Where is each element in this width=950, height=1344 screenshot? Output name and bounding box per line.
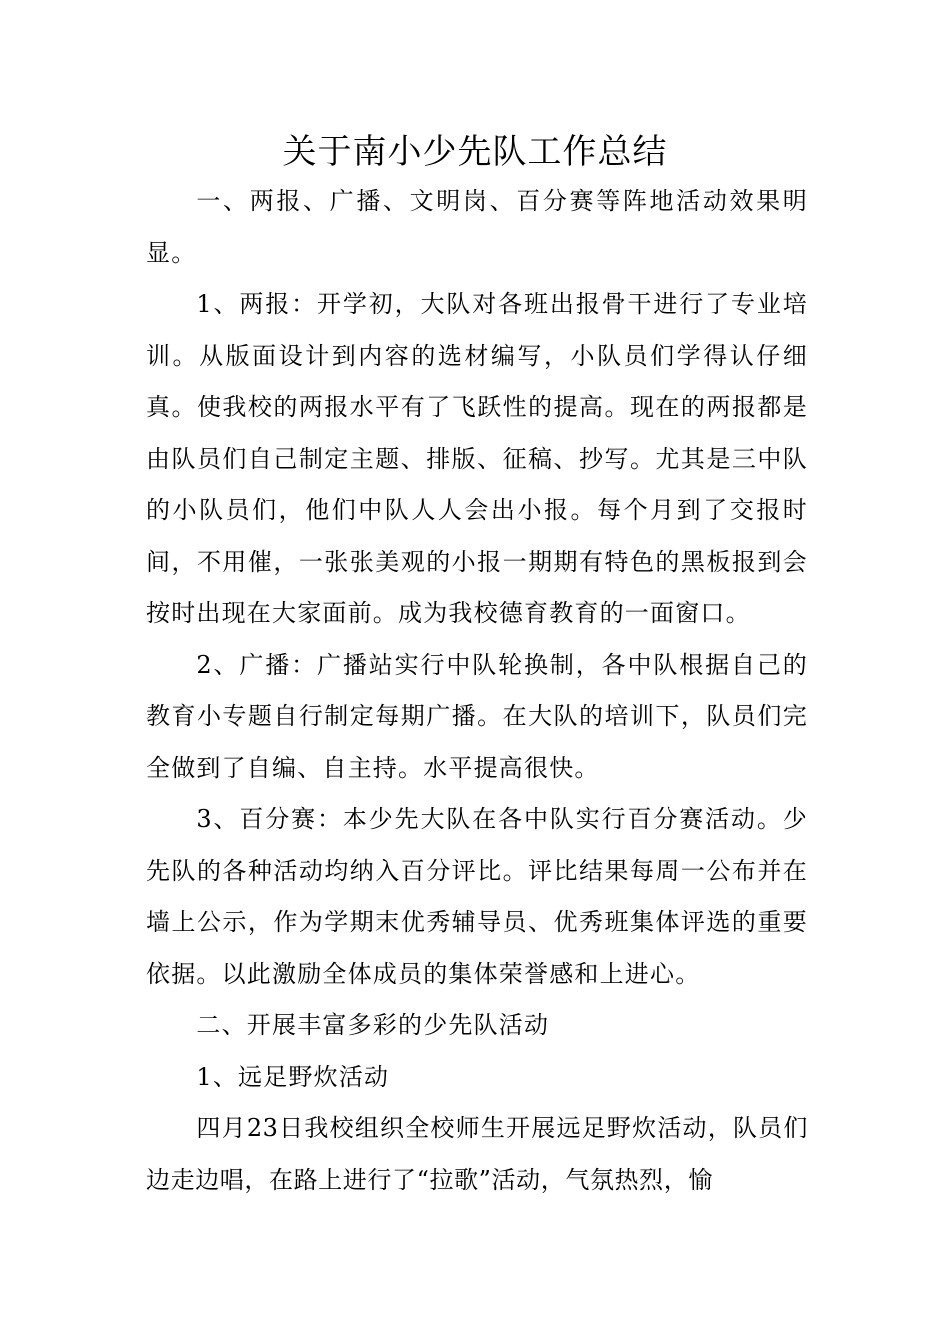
paragraph-two-reports: 1、两报：开学初，大队对各班出报骨干进行了专业培训。从版面设计到内容的选材编写，小队员们学得认仔细真。使我校的两报水平有了飞跃性的提高。现在的两报都是由队员们自己制定主题、排版、征稿、抄写。尤其是三中队的小队员们，他们中队人人会出小报。每个月到了交报时间，不用催，一张张美观的小报一期期有特色的黑板报到会按时出现在大家面前。成为我校德育教育的一面窗口。 — [146, 290, 808, 627]
paragraph-section-1-heading: 一、两报、广播、文明岗、百分赛等阵地活动效果明显。 — [146, 187, 808, 267]
paragraph-section-2-heading: 二、开展丰富多彩的少先队活动 — [196, 1011, 550, 1039]
document-body — [146, 176, 808, 1206]
paragraph-broadcast: 2、广播：广播站实行中队轮换制，各中队根据自己的教育小专题自行制定每期广播。在大队的培训下，队员们完全做到了自编、自主持。水平提高很快。 — [146, 650, 808, 782]
paragraph-hiking-heading: 1、远足野炊活动 — [196, 1062, 390, 1091]
paragraph-hiking-body: 四月23日我校组织全校师生开展远足野炊活动，队员们边走边唱，在路上进行了“拉歌”活动，气氛热烈，愉 — [146, 1114, 808, 1194]
paragraph-hundred-points: 3、百分赛：本少先大队在各中队实行百分赛活动。少先队的各种活动均纳入百分评比。评比结果每周一公布并在墙上公示，作为学期末优秀辅导员、优秀班集体评选的重要依据。以此激励全体成员的集体荣誉感和上进心。 — [146, 805, 808, 988]
document-title: 关于南小少先队工作总结 — [282, 132, 668, 172]
